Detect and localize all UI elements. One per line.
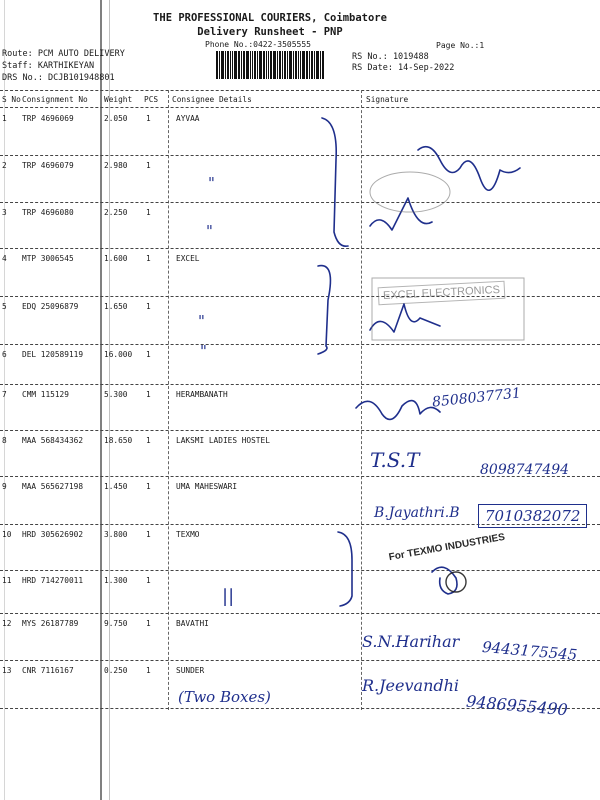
rs-number: RS No.: 1019488: [352, 52, 429, 62]
cell-weight: 1.600: [104, 254, 128, 263]
cell-weight: 2.980: [104, 161, 128, 170]
cell-consignee: EXCEL: [176, 254, 200, 263]
signature: R.Jeevandhi: [362, 676, 460, 695]
cell-consignment: MYS 26187789: [22, 619, 79, 628]
cell-pcs: 1: [146, 208, 151, 217]
cell-sno: 1: [2, 114, 7, 123]
cell-consignee: BAVATHI: [176, 619, 209, 628]
signature: T.S.T: [370, 448, 420, 472]
cell-consignment: CNR 7116167: [22, 666, 74, 675]
cell-sno: 9: [2, 482, 7, 491]
cell-consignment: TRP 4696080: [22, 208, 74, 217]
page-number: Page No.:1: [436, 41, 485, 50]
cell-consignment: MAA 565627198: [22, 482, 84, 491]
cell-consignment: HRD 305626902: [22, 530, 84, 539]
ditto-mark: ": [200, 342, 207, 360]
col-consignee: Consignee Details: [172, 95, 252, 104]
cell-consignment: MAA 568434362: [22, 436, 84, 445]
cell-sno: 7: [2, 390, 7, 399]
cell-sno: 10: [2, 530, 12, 539]
cell-sno: 13: [2, 666, 12, 675]
cell-pcs: 1: [146, 576, 151, 585]
company-name: THE PROFESSIONAL COURIERS, Coimbatore: [153, 12, 387, 24]
cell-sno: 12: [2, 619, 12, 628]
cell-consignee: HERAMBANATH: [176, 390, 228, 399]
signature-scribble: [370, 198, 432, 230]
cell-weight: 16.000: [104, 350, 133, 359]
cell-weight: 2.050: [104, 114, 128, 123]
cell-weight: 1.650: [104, 302, 128, 311]
cell-weight: 5.300: [104, 390, 128, 399]
cell-consignee: UMA MAHESWARI: [176, 482, 238, 491]
cell-sno: 3: [2, 208, 7, 217]
cell-sno: 2: [2, 161, 7, 170]
col-signature: Signature: [366, 95, 409, 104]
bracket: [322, 118, 348, 246]
route: Route: PCM AUTO DELIVERY: [2, 49, 125, 59]
signature-scribble: [356, 401, 440, 420]
sheet-title: Delivery Runsheet - PNP: [197, 26, 343, 38]
cell-consignee: AYVAA: [176, 114, 200, 123]
cell-consignment: EDQ 25096879: [22, 302, 79, 311]
cell-sno: 5: [2, 302, 7, 311]
phone-note: 9443175545: [481, 637, 579, 665]
cell-sno: 4: [2, 254, 7, 263]
phone-note: 7010382072: [478, 504, 587, 528]
cell-sno: 8: [2, 436, 7, 445]
signature: S.N.Harihar: [362, 632, 460, 651]
phone-note: 9486955490: [465, 691, 569, 720]
staff: Staff: KARTHIKEYAN: [2, 61, 95, 71]
cell-pcs: 1: [146, 619, 151, 628]
cell-consignment: DEL 120589119: [22, 350, 84, 359]
col-pcs: PCS: [144, 95, 159, 104]
cell-consignment: TRP 4696079: [22, 161, 74, 170]
cell-consignment: CMM 115129: [22, 390, 69, 399]
two-boxes-note: (Two Boxes): [178, 688, 271, 706]
excel-stamp: EXCEL ELECTRONICS: [378, 281, 506, 306]
col-weight: Weight: [104, 95, 133, 104]
col-consignment: Consignment No: [22, 95, 88, 104]
ditto-mark: ": [206, 222, 213, 240]
cell-pcs: 1: [146, 530, 151, 539]
phone-note: 8098747494: [480, 462, 570, 478]
cell-pcs: 1: [146, 436, 151, 445]
cell-weight: 3.800: [104, 530, 128, 539]
cell-pcs: 1: [146, 482, 151, 491]
rs-date: RS Date: 14-Sep-2022: [352, 63, 455, 73]
phone-note: 8508037731: [431, 385, 522, 411]
cell-pcs: 1: [146, 161, 151, 170]
cell-consignment: HRD 714270011: [22, 576, 84, 585]
cell-consignee: SUNDER: [176, 666, 205, 675]
signature-scribble: [370, 304, 440, 332]
cell-sno: 11: [2, 576, 12, 585]
signature-scribble: [432, 567, 457, 594]
cell-weight: 2.250: [104, 208, 128, 217]
cell-weight: 18.650: [104, 436, 133, 445]
cell-weight: 1.300: [104, 576, 128, 585]
signature-scribble: [418, 147, 520, 191]
phone-number: Phone No.:0422-3505555: [205, 40, 311, 49]
col-sno: S No: [2, 95, 21, 104]
drs-number: DRS No.: DCJB101948801: [2, 73, 115, 83]
cell-pcs: 1: [146, 114, 151, 123]
cell-weight: 9.750: [104, 619, 128, 628]
ditto-mark: ": [208, 174, 215, 192]
cell-pcs: 1: [146, 666, 151, 675]
ditto-mark: ": [198, 312, 205, 330]
cell-pcs: 1: [146, 302, 151, 311]
signature: B.Jayathri.B: [374, 505, 460, 521]
cell-weight: 0.250: [104, 666, 128, 675]
bracket: [338, 532, 352, 606]
cell-consignment: TRP 4696069: [22, 114, 74, 123]
cell-consignment: MTP 3006545: [22, 254, 74, 263]
cell-pcs: 1: [146, 390, 151, 399]
cell-weight: 1.450: [104, 482, 128, 491]
bracket: [318, 266, 330, 354]
cell-consignee: TEXMO: [176, 530, 200, 539]
ditto-mark: ||: [222, 586, 235, 607]
cell-pcs: 1: [146, 254, 151, 263]
cell-sno: 6: [2, 350, 7, 359]
cell-consignee: LAKSMI LADIES HOSTEL: [176, 436, 270, 445]
texmo-stamp: For TEXMO INDUSTRIES: [387, 531, 506, 564]
cell-pcs: 1: [146, 350, 151, 359]
